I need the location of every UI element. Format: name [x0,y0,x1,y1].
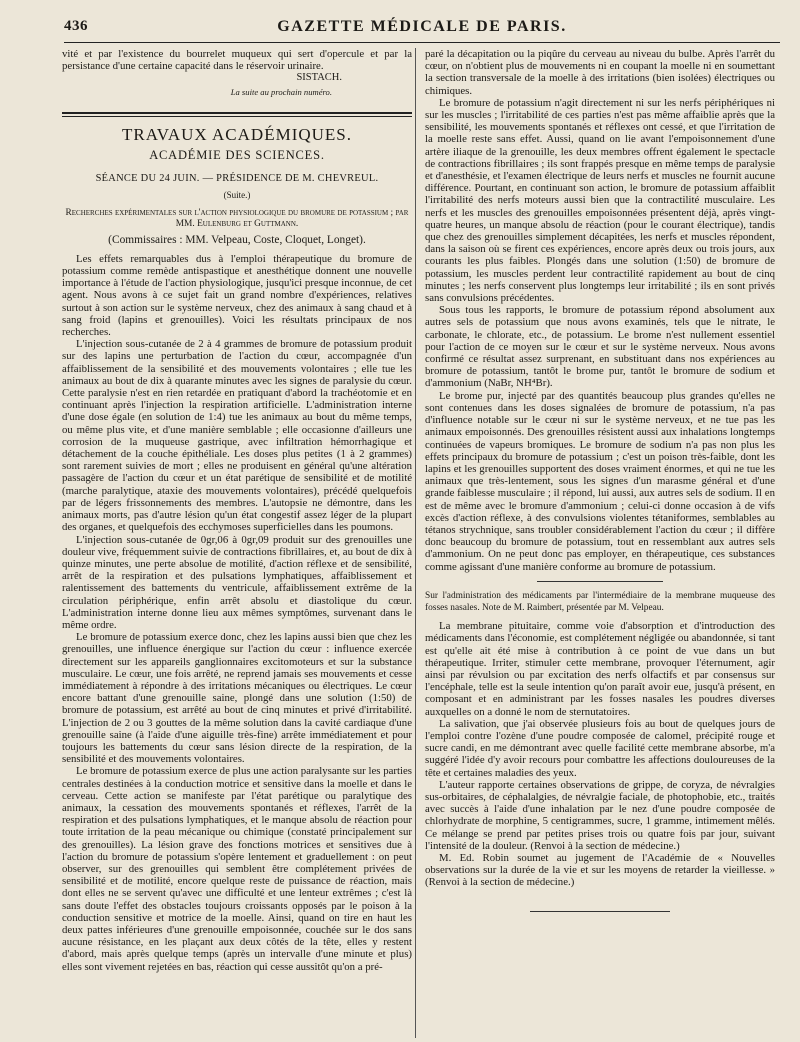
article-separator [537,581,663,582]
author-signature: SISTACH. [296,72,342,84]
continued-note: La suite au prochain numéro. [230,86,332,97]
journal-title: GAZETTE MÉDICALE DE PARIS. [277,18,567,35]
continuation-text: vité et par l'existence du bourrelet muqueux qui sert d'opercule et par la persistance d'une certaine capacité dans le réservoir urinaire. [62,48,412,73]
section-rule-thin [62,116,412,117]
paragraph: Le bromure de potassium n'agit directement ni sur les nerfs périphériques ni sur les muscles ; l'irritabilité de ces parties n'est pas même affaiblie après que la sensibilité, les mouvements spontanés et réflexes ont cessé, et que l'irritation de la moelle reste sans effet. Aussi, quand on lie avant l'empoisonnement d'une artère iliaque de la grenouille, les deux membres offrent également le spectacle de contractions fibrillaires ; ils sont frappés presque en même temps de paralysie et d'anesthésie, et l'examen électrique de leurs nerfs et muscles ne fournit aucune différence. Pourtant, en continuant son action, le bromure de potassium affaiblit l'irritabilité des nerfs moteurs aussi bien que la contractilité musculaire. Les nerfs et les muscles des grenouilles empoisonnées présentent déjà, après vingt-quatre heures, un manque absolu de réaction (pour le courant électrique), tandis que chez des grenouilles simplement décapitées, les nerfs et muscles répondent, dans la saison où se firent ces expériences, encore après deux ou trois jours, aux courants les plus faibles. Plongés dans une solution (1:50) de bromure de potassium, les muscles perdent leur contractilité rapidement au bout de cinq minutes ; les nerfs conservent plus longtemps leur irritabilité ; ils en sont privés sans convulsions précédentes. [425,96,775,305]
paragraph: Sous tous les rapports, le bromure de potassium répond absolument aux autres sels de potassium que nous avons examinés, tels que le nitrate, le carbonate, le chlorate, etc., de potassium. Le brome n'est nullement essentiel pour l'action de ce moyen sur le cœur et sur le système nerveux. Nous avons confirmé ce résultat assez surprenant, en substituant dans nos expériences au bromure de potassium, tantôt le brome pur, tantôt le bromure de sodium et d'ammonium (NaBr, NH⁴Br). [425,304,775,390]
suite-label: (Suite.) [223,190,251,201]
page-header [64,18,780,40]
session-heading: SÉANCE DU 24 JUIN. — PRÉSIDENCE DE M. CHEVREUL. [95,173,379,185]
paragraph: La salivation, que j'ai observée plusieurs fois au bout de quelques jours de l'emploi contre l'ozène d'une poudre composée de calomel, précipité rouge et sucre candi, en me démontrant avec quelle facilité cette membrane absorbe, m'a suggéré l'idée d'y avoir recours pour combattre les affections douloureuses de la tête et certaines maladies des yeux. [425,717,775,779]
paragraph: La membrane pituitaire, comme voie d'absorption et d'introduction des médicaments dans l'économie, est complétement négligée ou abandonnée, si tant est qu'elle ait été mise à contribution à ce point de vue dans un but thérapeutique. Irriter, stimuler cette membrane, provoquer l'éternument, agir ainsi par révulsion ou par excitation des nerfs olfactifs et par consensus sur l'encéphale, telle est la seule intention qu'on paraît avoir eue, jusqu'à présent, en composant et en administrant par les fosses nasales les poudres diverses auxquelles on a donné le nom de sternutatoires. [425,620,775,718]
page-number: 436 [64,18,88,34]
paragraph: L'auteur rapporte certaines observations de grippe, de coryza, de névralgies sus-orbitaires, de céphalalgies, de névralgie faciale, de photophobie, etc., traités avec succès à l'aide d'une inhalation par le nez d'une poudre composée de chlorhydrate de morphine, 5 centigrammes, sucre, 1 gramme, intimement mêlés. Ce mélange se prend par petites prises trois ou quatre fois par jour, suivant l'intensité de la douleur. (Renvoi à la section de médecine.) [425,778,775,852]
section-title: TRAVAUX ACADÉMIQUES. [121,124,352,144]
paragraph: L'injection sous-cutanée de 0gr,06 à 0gr,09 produit sur des grenouilles une douleur vive, fréquemment suivie de contractions fibrillaires, et, au bout de dix à quinze minutes, une perte absolue de motilité, d'action réflexe et de sensibilité, arrêt de la respiration et des pulsations lymphatiques, affaiblissement et ralentissement des battements du ventricule, affaiblissement extrême de la circulation périphérique, enfin arrêt absolu et diastolique du cœur. L'administration interne donne lieu aux mêmes symptômes, survenant dans le même ordre. [62,533,412,631]
paragraph: Les effets remarquables dus à l'emploi thérapeutique du bromure de potassium comme remède antispastique et anesthétique donnent une nouvelle importance à l'étude de l'action physiologique, jusqu'ici presque inconnue, de cet agent. Nous avons à ce sujet fait un grand nombre d'expériences, relatives surtout à son action sur le système nerveux, chez des animaux à sang chaud et à sang froid (lapins et grenouilles). Voici les résultats principaux de nos recherches. [62,252,412,339]
right-column [425,48,775,912]
commissioners-line: (Commissaires : MM. Velpeau, Coste, Cloquet, Longet). [108,233,366,246]
academy-heading: ACADÉMIE DES SCIENCES. [149,148,325,163]
article-title: Recherches expérimentales sur l'action physiologique du bromure de potassium ; par MM. Eulenburg et Guttmann. [65,207,409,229]
paragraph: Le bromure de potassium exerce de plus une action paralysante sur les parties centrales destinées à la conduction motrice et sensitive dans la moelle et dans le cerveau. Cette action se manifeste par l'état parétique ou paralytique des animaux, la cessation des mouvements spontanés et réflexes, l'arrêt de la respiration et des pulsations lymphatiques, et le manque absolu de réaction pour toute irritation de la peau mécanique ou chimique (constaté principalement sur des grenouilles). La lésion grave des fonctions motrices et sensitives due à l'action du bromure de potassium s'opère lentement et graduellement : on peut observer, sur des grenouilles qui semblent être complétement privées de sensibilité et de motilité, encore quelque reste de puissance de réaction, mais dont elles ne se servent qu'avec une difficulté et une lenteur extrêmes ; c'est là sans doute l'effet des obstacles toujours croissants opposés par le poison à la conduction sensitive et motrice de la moelle. Ainsi, quand on tire en haut les deux pattes inférieures d'une grenouille empoisonnée, couchée sur le dos sans aucune résistance, en les plaçant aux deux côtés de la tête, elles y restent d'abord, mais après quelque temps (après un intervalle d'une minute et plus) elles sont vivement rejetées en bas, réaction qui cesse aussitôt qu'on a pré- [62,765,412,973]
paragraph: Le bromure de potassium exerce donc, chez les lapins aussi bien que chez les grenouilles, une influence énergique sur l'action du cœur : influence exercée directement sur les appareils ganglionnaires excitomoteurs et sur la substance musculaire. Le cœur, une fois arrêté, ne reprend jamais ses mouvements et cesse immédiatement à répondre à des irritations mécaniques ou électriques. Le cœur encore battant d'une grenouille saine, plongé dans une solution (1:50) de bromure de potassium, est arrêté au bout de cinq minutes et privé d'irritabilité. L'injection de 2 ou 3 gouttes de la même solution dans la cavité cardiaque d'une grenouille saine (à l'aide d'une aiguille très-fine) arrête immédiatement et pour toujours les battements du cœur sans lésion directe de la respiration, de la sensibilité et des mouvements volontaires. [62,631,412,766]
left-column [62,48,412,973]
column-divider [415,48,416,1038]
section-rule-thick [62,112,412,114]
header-rule [64,42,780,43]
paragraph: L'injection sous-cutanée de 2 à 4 grammes de bromure de potassium produit sur des lapins une perturbation de l'action du cœur, accompagnée d'un affaiblissement de la sensibilité et des mouvements volontaires ; elle tue les animaux au bout de dix à quarante minutes avec les signes de paralysie du cœur. Cette paralysie n'est en rien retardée en pratiquant d'abord la trachéotomie et en continuant après l'injection la respiration artificielle. L'administration interne d'une dose égale (en solution de 1:4) tue les animaux au bout du même temps, ou même plus vite, et d'une manière semblable ; elle occasionne d'ailleurs une corrosion de la muqueuse gastrique, avec infiltration hémorrhagique et détachement de la couche épithéliale. Les doses plus petites (1 à 2 grammes) sont rarement suivies de mort ; elles ne produisent en général qu'une altération passagère de l'action du cœur et un état parétique de sensibilité et de motilité (marche paralytique, ataxie des mouvements volontaires), précédé quelquefois par de légers frissonnements des membres. L'autopsie ne démontre, dans les animaux morts, pas d'autre lésion qu'un état congestif assez léger de la plupart des organes, et quelquefois des ecchymoses superficielles dans les poumons. [62,338,412,534]
paragraph: paré la décapitation ou la piqûre du cerveau au niveau du bulbe. Après l'arrêt du cœur, on n'obtient plus de mouvements ni en coupant la moelle ni en soumettant la section transversale de la moelle à des irritations (bien isolées) électriques ou chimiques. [425,48,775,97]
paragraph: Le brome pur, injecté par des quantités beaucoup plus grandes qu'elles ne sont contenues dans les doses signalées de bromure de potassium, n'a pas d'influence notable sur le cœur ni sur le système nerveux, et ne tue pas les animaux empoisonnés. Des grenouilles résistent aussi aux inhalations longtemps continuées de vapeurs bromiques. Le bromure de sodium n'a pas non plus les effets principaux du bromure de potassium ; c'est un poison très-faible, dont les lapins et les grenouilles supportent des doses vraiment énormes, et qui ne tue les animaux que très-lentement, sous les signes d'un marasme général et d'une grande faiblesse musculaire ; il répond, lui aussi, aux autres sels de sodium. Il en est de même avec le bromure d'ammonium ; celui-ci donne occasion à de vifs excès d'action réflexe, à des convulsions violentes tétaniformes, semblables au tétanos strychnique, sans troubler considérablement l'action du cœur ; il diffère donc beaucoup du bromure de potassium, tout en ressemblant aux autres sels d'ammonium. On ne peut donc pas employer, en thérapeutique, ces substances comme agissant d'une manière conforme au bromure de potassium. [425,389,775,573]
paragraph: M. Ed. Robin soumet au jugement de l'Académie de « Nouvelles observations sur la durée de la vie et sur les moyens de retarder la vieillesse. » (Renvoi à la section de médecine.) [425,852,775,889]
end-rule [530,911,670,912]
article2-title: Sur l'administration des médicaments par l'intermédiaire de la membrane muqueuse des fosses nasales. Note de M. Raimbert, présentée par M. Velpeau. [425,590,775,613]
